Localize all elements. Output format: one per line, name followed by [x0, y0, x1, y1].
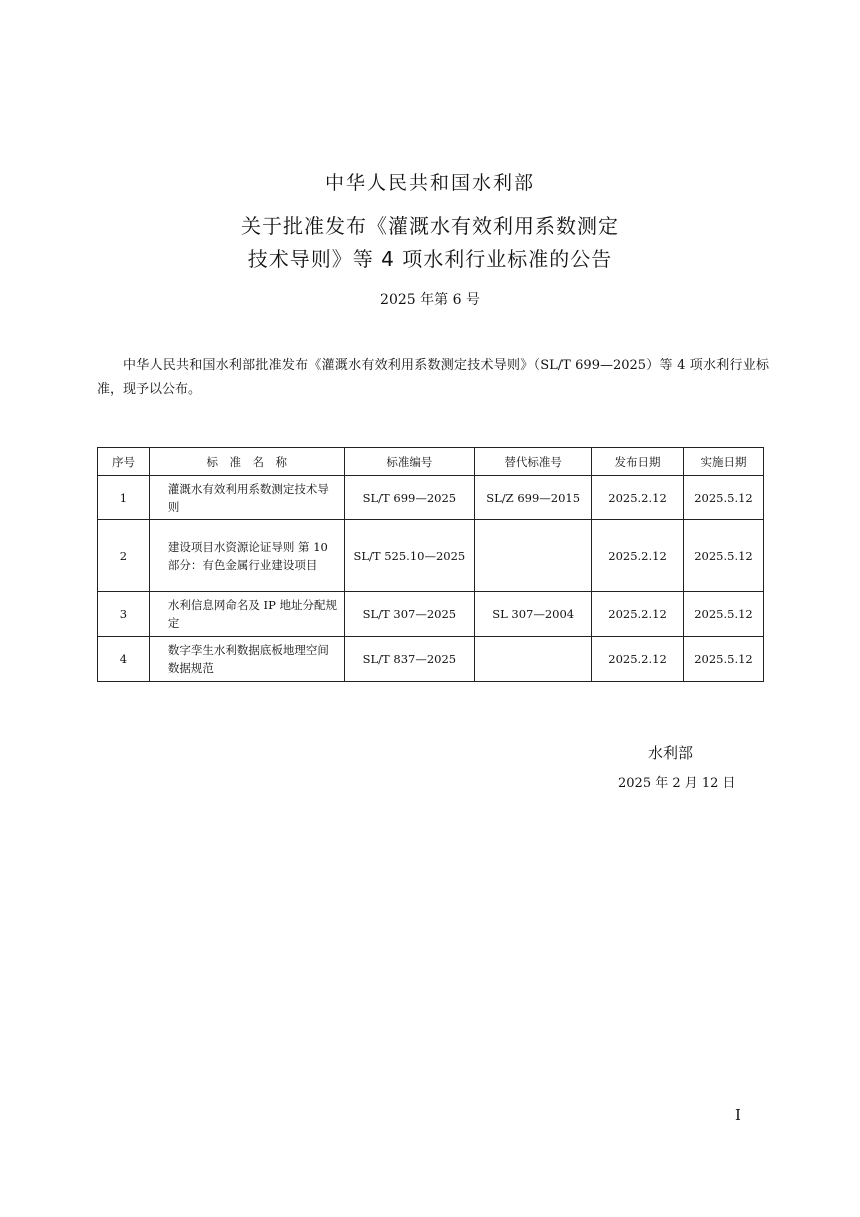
header-effective-date: 实施日期 — [683, 448, 763, 476]
cell-code: SL/T 525.10—2025 — [344, 520, 475, 592]
standards-table — [97, 447, 764, 682]
document-number: 2025 年第 6 号 — [380, 292, 480, 308]
cell-code: SL/T 699—2025 — [344, 476, 475, 520]
cell-effective-date: 2025.5.12 — [683, 476, 763, 520]
cell-effective-date: 2025.5.12 — [683, 592, 763, 637]
cell-seq: 3 — [98, 592, 150, 637]
cell-replaced: SL 307—2004 — [475, 592, 592, 637]
announcement-title-line2: 技术导则》等 4 项水利行业标准的公告 — [247, 247, 613, 271]
signature-date: 2025 年 2 月 12 日 — [618, 776, 736, 791]
cell-code: SL/T 307—2025 — [344, 592, 475, 637]
cell-effective-date: 2025.5.12 — [683, 637, 763, 682]
header-name: 标 准 名 称 — [149, 448, 344, 476]
cell-publish-date: 2025.2.12 — [592, 637, 684, 682]
cell-effective-date: 2025.5.12 — [683, 520, 763, 592]
announcement-body: 中华人民共和国水利部批准发布《灌溉水有效利用系数测定技术导则》（SL/T 699—2025）等 4 项水利行业标准，现予以公布。 — [97, 358, 769, 397]
cell-seq: 1 — [98, 476, 150, 520]
header-replaced: 替代标准号 — [475, 448, 592, 476]
cell-code: SL/T 837—2025 — [344, 637, 475, 682]
cell-publish-date: 2025.2.12 — [592, 476, 684, 520]
cell-publish-date: 2025.2.12 — [592, 592, 684, 637]
header-publish-date: 发布日期 — [592, 448, 684, 476]
table-row — [98, 476, 764, 520]
announcement-title-line1: 关于批准发布《灌溉水有效利用系数测定 — [241, 214, 619, 238]
header-seq: 序号 — [98, 448, 150, 476]
table-header-row — [98, 448, 764, 476]
cell-name: 建设项目水资源论证导则 第 10 部分：有色金属行业建设项目 — [149, 520, 344, 592]
table-row — [98, 520, 764, 592]
cell-replaced: SL/Z 699—2015 — [475, 476, 592, 520]
issuing-organization: 中华人民共和国水利部 — [324, 172, 535, 194]
cell-name: 灌溉水有效利用系数测定技术导则 — [149, 476, 344, 520]
cell-name: 数字孪生水利数据底板地理空间数据规范 — [149, 637, 344, 682]
cell-replaced — [475, 520, 592, 592]
table-row — [98, 637, 764, 682]
cell-seq: 2 — [98, 520, 150, 592]
cell-replaced — [475, 637, 592, 682]
table-row — [98, 592, 764, 637]
header-code: 标准编号 — [344, 448, 475, 476]
page-number: I — [735, 1106, 741, 1124]
cell-name: 水利信息网命名及 IP 地址分配规定 — [149, 592, 344, 637]
signature-organization: 水利部 — [648, 744, 694, 762]
cell-publish-date: 2025.2.12 — [592, 520, 684, 592]
cell-seq: 4 — [98, 637, 150, 682]
